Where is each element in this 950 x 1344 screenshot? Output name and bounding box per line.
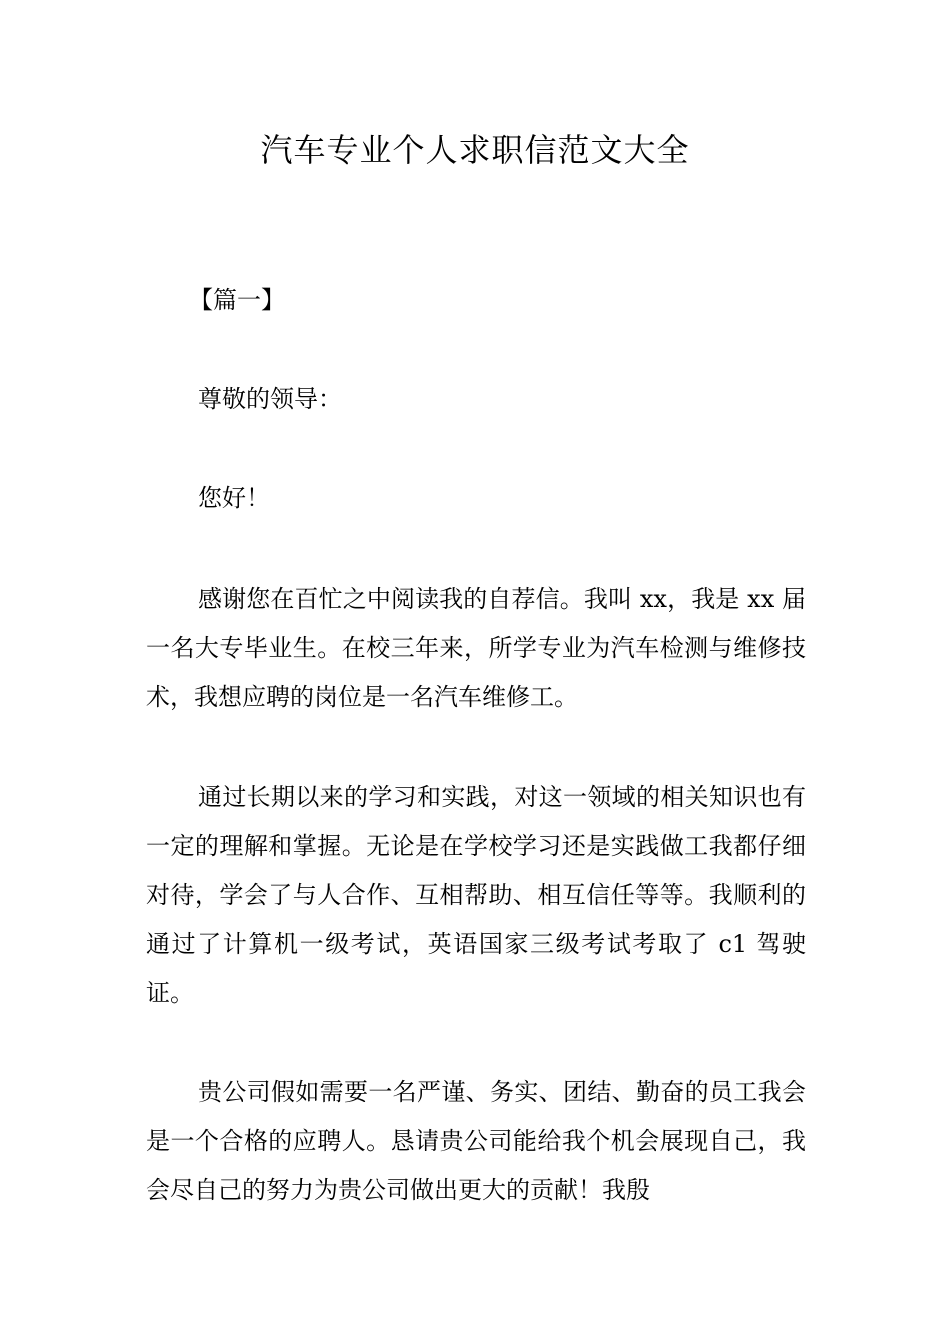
document-title: 汽车专业个人求职信范文大全 — [260, 131, 690, 169]
section-label: 【篇一】 — [189, 286, 285, 314]
paragraph-skills: 通过长期以来的学习和实践，对这一领域的相关知识也有一定的理解和掌握。无论是在学校学习还是实践做工我都仔细对待，学会了与人合作、互相帮助、相互信任等等。我顺利的通过了计算机一级考试，英语国家三级考试考取了 c1 驾驶证。 — [146, 783, 806, 1007]
paragraph-request: 贵公司假如需要一名严谨、务实、团结、勤奋的员工我会是一个合格的应聘人。恳请贵公司能给我个机会展现自己，我会尽自己的努力为贵公司做出更大的贡献！我殷 — [146, 1078, 806, 1204]
greeting: 您好！ — [198, 484, 270, 512]
paragraph-introduction: 感谢您在百忙之中阅读我的自荐信。我叫 xx，我是 xx 届一名大专毕业生。在校三年来，所学专业为汽车检测与维修技术，我想应聘的岗位是一名汽车维修工。 — [146, 585, 806, 711]
salutation: 尊敬的领导： — [198, 385, 342, 413]
